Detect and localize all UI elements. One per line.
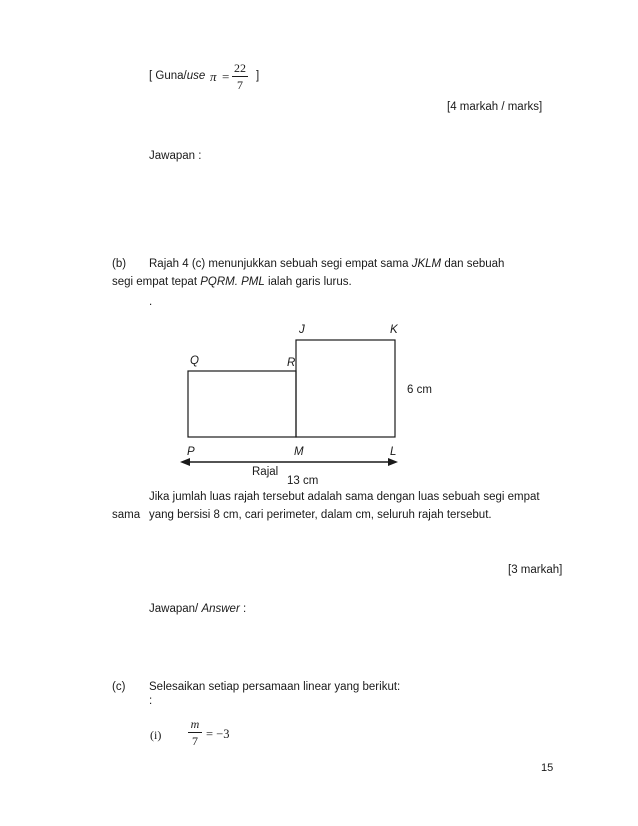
part-b-square-name: JKLM <box>411 258 442 270</box>
label-k: K <box>390 324 398 336</box>
answer-label-text: Jawapan/ <box>149 603 202 615</box>
use-close-bracket: ] <box>256 70 260 82</box>
part-b-line2-d: ialah garis lurus. <box>264 276 352 288</box>
part-a-answer-label: Jawapan : <box>149 150 202 162</box>
part-b-label: (b) <box>112 258 127 270</box>
rectangle-pqrm <box>188 371 296 437</box>
total-length-label: 13 cm <box>287 475 319 487</box>
part-c-colon: : <box>149 695 153 707</box>
part-b-question-line2: yang bersisi 8 cm, cari perimeter, dalam cm, seluruh rajah tersebut. <box>149 509 492 521</box>
part-c-sub-label: (i) <box>150 728 162 742</box>
use-italic: use <box>186 70 206 82</box>
part-b-rectangle-name: PQRM. <box>200 276 238 288</box>
part-c-label: (c) <box>112 681 126 693</box>
equation-rhs: = −3 <box>206 727 230 741</box>
part-b-line1-a: Rajah 4 (c) menunjukkan sebuah segi empat sama <box>149 258 412 270</box>
label-l: L <box>390 446 397 458</box>
part-b-question-line1: Jika jumlah luas rajah tersebut adalah sama dengan luas sebuah segi empat <box>149 491 540 503</box>
label-m: M <box>294 446 304 458</box>
label-r: R <box>287 357 296 369</box>
part-b-question-sama: sama <box>112 509 141 521</box>
part-b-marks: [3 markah] <box>508 564 563 576</box>
part-b-line1-c: dan sebuah <box>441 258 505 270</box>
pi-fraction-numerator: 22 <box>234 61 246 75</box>
page-number: 15 <box>541 762 554 774</box>
diagram-caption: Rajal <box>252 466 279 478</box>
equation-denominator: 7 <box>192 734 198 748</box>
answer-label-colon: : <box>239 603 247 615</box>
pi-symbol: π <box>210 69 217 84</box>
part-a-marks: [4 markah / marks] <box>447 101 543 113</box>
part-b-line-name: PML <box>237 276 265 288</box>
pi-fraction-denominator: 7 <box>237 78 243 92</box>
part-c-instruction: Selesaikan setiap persamaan linear yang berikut: <box>149 681 401 693</box>
part-b-dot: . <box>149 296 153 308</box>
equation-fraction <box>188 717 202 748</box>
arrow-left-head <box>180 458 190 466</box>
part-b-line2-a: segi empat tepat <box>112 276 201 288</box>
square-jklm <box>296 340 395 437</box>
label-p: P <box>187 446 195 458</box>
arrow-right-head <box>388 458 398 466</box>
equation-numerator: m <box>190 717 200 731</box>
use-label: [ Guna/ <box>149 70 187 82</box>
part-b-answer-label <box>149 603 246 615</box>
label-q: Q <box>190 355 199 367</box>
label-j: J <box>299 324 305 336</box>
answer-label-italic: Answer <box>201 603 240 615</box>
side-length-label: 6 cm <box>407 384 432 396</box>
pi-equals: = <box>222 69 230 84</box>
